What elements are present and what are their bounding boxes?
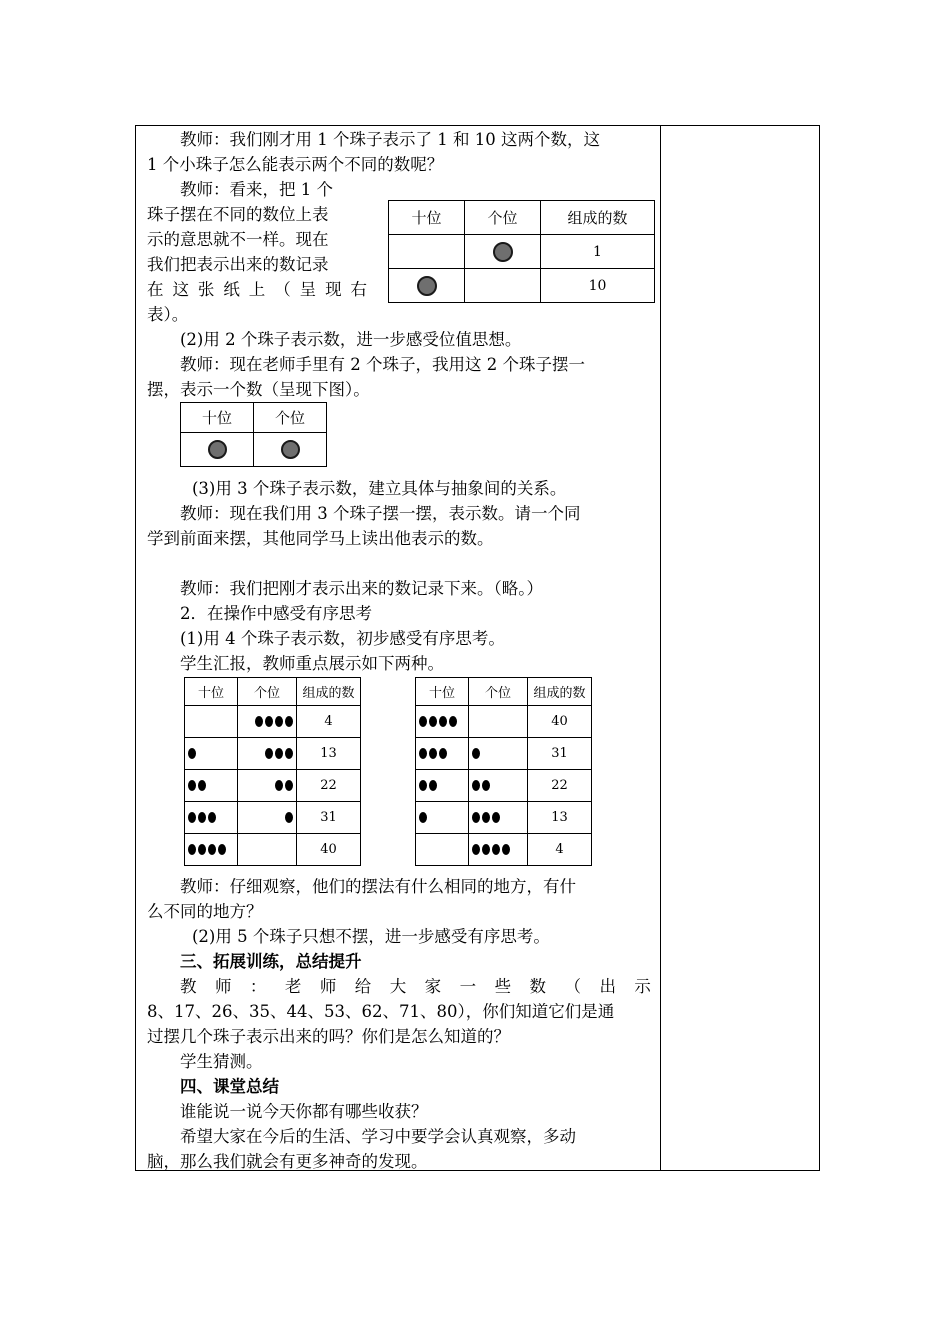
table-header: 个位 — [238, 678, 297, 706]
paragraph: 我们把表示出来的数记录 — [147, 255, 329, 274]
bead-icon — [281, 440, 300, 459]
bead-dot-icon — [482, 844, 490, 855]
table-row — [185, 738, 361, 770]
number-cell: 13 — [297, 738, 361, 770]
ones-cell — [469, 834, 528, 866]
bead-dot-icon — [275, 748, 283, 759]
tens-cell — [389, 235, 465, 269]
bead-dot-icon — [188, 812, 196, 823]
bead-dot-icon — [188, 780, 196, 791]
paragraph: 珠子摆在不同的数位上表 — [147, 205, 329, 224]
table-header: 个位 — [465, 201, 541, 235]
bead-dot-icon — [439, 748, 447, 759]
bead-dot-icon — [419, 812, 427, 823]
paragraph: 么不同的地方？ — [147, 902, 263, 921]
text-char: 师 — [319, 977, 337, 996]
table-header: 组成的数 — [297, 678, 361, 706]
paragraph: 谁能说一说今天你都有哪些收获？ — [180, 1102, 428, 1121]
text-char: 一 — [459, 977, 477, 996]
paragraph: 1 个小珠子怎么能表示两个不同的数呢？ — [147, 155, 444, 174]
tens-cell — [185, 738, 238, 770]
text-char: 教 — [180, 977, 197, 996]
number-cell: 22 — [297, 770, 361, 802]
paragraph: 脑，那么我们就会有更多神奇的发现。 — [147, 1152, 428, 1171]
tens-cell — [185, 834, 238, 866]
table-row — [185, 706, 361, 738]
table-header: 组成的数 — [528, 678, 592, 706]
table-header: 十位 — [389, 201, 465, 235]
bead-dot-icon — [218, 844, 226, 855]
ones-cell — [469, 706, 528, 738]
number-cell: 13 — [528, 802, 592, 834]
table-row — [416, 770, 592, 802]
number-cell: 4 — [297, 706, 361, 738]
bead-dot-icon — [188, 844, 196, 855]
bead-dot-icon — [472, 748, 480, 759]
bead-icon — [208, 440, 227, 459]
text-char: 呈 — [299, 280, 317, 299]
tens-cell — [416, 738, 469, 770]
paragraph: 过摆几个珠子表示出来的吗？你们是怎么知道的？ — [147, 1027, 510, 1046]
bead-dot-icon — [285, 780, 293, 791]
bead-dot-icon — [198, 844, 206, 855]
bead-dot-icon — [265, 716, 273, 727]
table-header: 个位 — [469, 678, 528, 706]
text-char: 在 — [147, 280, 164, 299]
tens-cell — [181, 433, 254, 467]
tens-cell — [185, 802, 238, 834]
text-char: ： — [249, 977, 267, 996]
table-header: 个位 — [254, 403, 327, 433]
ones-cell — [469, 802, 528, 834]
tens-cell — [185, 706, 238, 738]
table-row — [416, 802, 592, 834]
text-char: （ — [564, 977, 581, 996]
bead-dot-icon — [482, 812, 490, 823]
bead-dot-icon — [419, 780, 427, 791]
text-char: 纸 — [223, 280, 240, 299]
place-value-table-2 — [180, 402, 327, 467]
table-row — [181, 433, 327, 467]
bead-dot-icon — [275, 716, 283, 727]
bead-dot-icon — [429, 748, 437, 759]
paragraph: (3)用 3 个珠子表示数，建立具体与抽象间的关系。 — [192, 479, 567, 498]
paragraph: 教师：现在老师手里有 2 个珠子，我用这 2 个珠子摆一 — [180, 355, 585, 374]
number-cell: 10 — [541, 269, 655, 303]
text-char: 大 — [389, 977, 407, 996]
bead-dot-icon — [492, 844, 500, 855]
ones-cell — [465, 235, 541, 269]
section-heading: 三、拓展训练，总结提升 — [180, 952, 362, 971]
tens-cell — [416, 770, 469, 802]
table-row — [389, 235, 655, 269]
paragraph: (2)用 2 个珠子表示数，进一步感受位值思想。 — [180, 330, 522, 349]
bead-dot-icon — [472, 780, 480, 791]
text-char: 些 — [494, 977, 512, 996]
paragraph: 教师：仔细观察，他们的摆法有什么相同的地方，有什 — [180, 877, 576, 896]
bead-dot-icon — [472, 844, 480, 855]
bead-dot-icon — [285, 812, 293, 823]
number-cell: 31 — [297, 802, 361, 834]
text-char: 师 — [214, 977, 232, 996]
table-row — [416, 738, 592, 770]
bead-dot-icon — [449, 716, 457, 727]
bead-dot-icon — [492, 812, 500, 823]
tens-cell — [416, 802, 469, 834]
text-char: 右 — [350, 280, 367, 299]
paragraph: 摆，表示一个数（呈现下图）。 — [147, 380, 370, 399]
text-char: 家 — [424, 977, 442, 996]
bead-dot-icon — [429, 716, 437, 727]
ones-cell — [254, 433, 327, 467]
section-heading: 四、课堂总结 — [180, 1077, 279, 1096]
paragraph: 教师：现在我们用 3 个珠子摆一摆，表示数。请一个同 — [180, 504, 581, 523]
table-row — [416, 706, 592, 738]
column-divider — [660, 125, 661, 1171]
table-row — [185, 770, 361, 802]
bead-icon — [493, 242, 513, 262]
table-header: 十位 — [185, 678, 238, 706]
ones-cell — [469, 738, 528, 770]
ones-cell — [238, 738, 297, 770]
paragraph: 希望大家在今后的生活、学习中要学会认真观察，多动 — [180, 1127, 576, 1146]
bead-dot-icon — [439, 716, 447, 727]
bead-dot-icon — [255, 716, 263, 727]
ones-cell — [238, 802, 297, 834]
place-value-table-1 — [388, 200, 655, 303]
paragraph: 教师：看来，把 1 个 — [180, 180, 333, 199]
bead-dot-icon — [502, 844, 510, 855]
paragraph: (1)用 4 个珠子表示数，初步感受有序思考。 — [180, 629, 505, 648]
text-char: 示 — [634, 977, 651, 996]
paragraph: 学生猜测。 — [180, 1052, 263, 1071]
bead-dot-icon — [285, 716, 293, 727]
ones-cell — [238, 834, 297, 866]
paragraph: 学生汇报，教师重点展示如下两种。 — [180, 654, 444, 673]
bead-dot-icon — [275, 780, 283, 791]
bead-dot-icon — [208, 812, 216, 823]
paragraph: 2．在操作中感受有序思考 — [180, 604, 372, 623]
table-header: 十位 — [181, 403, 254, 433]
paragraph-justified — [147, 277, 367, 302]
tens-cell — [416, 834, 469, 866]
table-row — [185, 802, 361, 834]
text-char: 出 — [599, 977, 616, 996]
number-cell: 40 — [297, 834, 361, 866]
table-header: 组成的数 — [541, 201, 655, 235]
bead-dot-icon — [472, 812, 480, 823]
number-cell: 40 — [528, 706, 592, 738]
bead-dot-icon — [265, 748, 273, 759]
table-header: 十位 — [416, 678, 469, 706]
bead-dot-icon — [188, 748, 196, 759]
tens-cell — [389, 269, 465, 303]
bead-dot-icon — [419, 716, 427, 727]
ones-cell — [469, 770, 528, 802]
text-char: 张 — [197, 280, 215, 299]
paragraph: 教师：我们把刚才表示出来的数记录下来。（略。） — [180, 579, 543, 598]
number-cell: 1 — [541, 235, 655, 269]
text-char: 上 — [248, 280, 266, 299]
ones-cell — [238, 770, 297, 802]
number-cell: 31 — [528, 738, 592, 770]
bead-dot-icon — [285, 748, 293, 759]
number-cell: 22 — [528, 770, 592, 802]
table-row — [389, 269, 655, 303]
ones-cell — [465, 269, 541, 303]
bead-table-left — [184, 677, 361, 866]
bead-dot-icon — [208, 844, 216, 855]
paragraph: (2)用 5 个珠子只想不摆，进一步感受有序思考。 — [192, 927, 550, 946]
table-row — [416, 834, 592, 866]
ones-cell — [238, 706, 297, 738]
bead-table-right — [415, 677, 592, 866]
paragraph: 8、17、26、35、44、53、62、71、80），你们知道它们是通 — [147, 1002, 615, 1021]
bead-dot-icon — [429, 780, 437, 791]
text-char: 给 — [354, 977, 372, 996]
bead-dot-icon — [419, 748, 427, 759]
bead-dot-icon — [198, 780, 206, 791]
paragraph: 学到前面来摆，其他同学马上读出他表示的数。 — [147, 529, 494, 548]
paragraph: 表）。 — [147, 305, 189, 324]
paragraph-justified — [180, 974, 651, 999]
text-char: 老 — [284, 977, 302, 996]
bead-dot-icon — [198, 812, 206, 823]
paragraph: 教师：我们刚才用 1 个珠子表示了 1 和 10 这两个数，这 — [180, 130, 600, 149]
number-cell: 4 — [528, 834, 592, 866]
text-char: 这 — [172, 280, 189, 299]
tens-cell — [185, 770, 238, 802]
paragraph: 示的意思就不一样。现在 — [147, 230, 329, 249]
text-char: 现 — [325, 280, 342, 299]
text-char: （ — [274, 280, 291, 299]
text-char: 数 — [529, 977, 547, 996]
bead-icon — [417, 276, 437, 296]
bead-dot-icon — [482, 780, 490, 791]
table-row — [185, 834, 361, 866]
tens-cell — [416, 706, 469, 738]
